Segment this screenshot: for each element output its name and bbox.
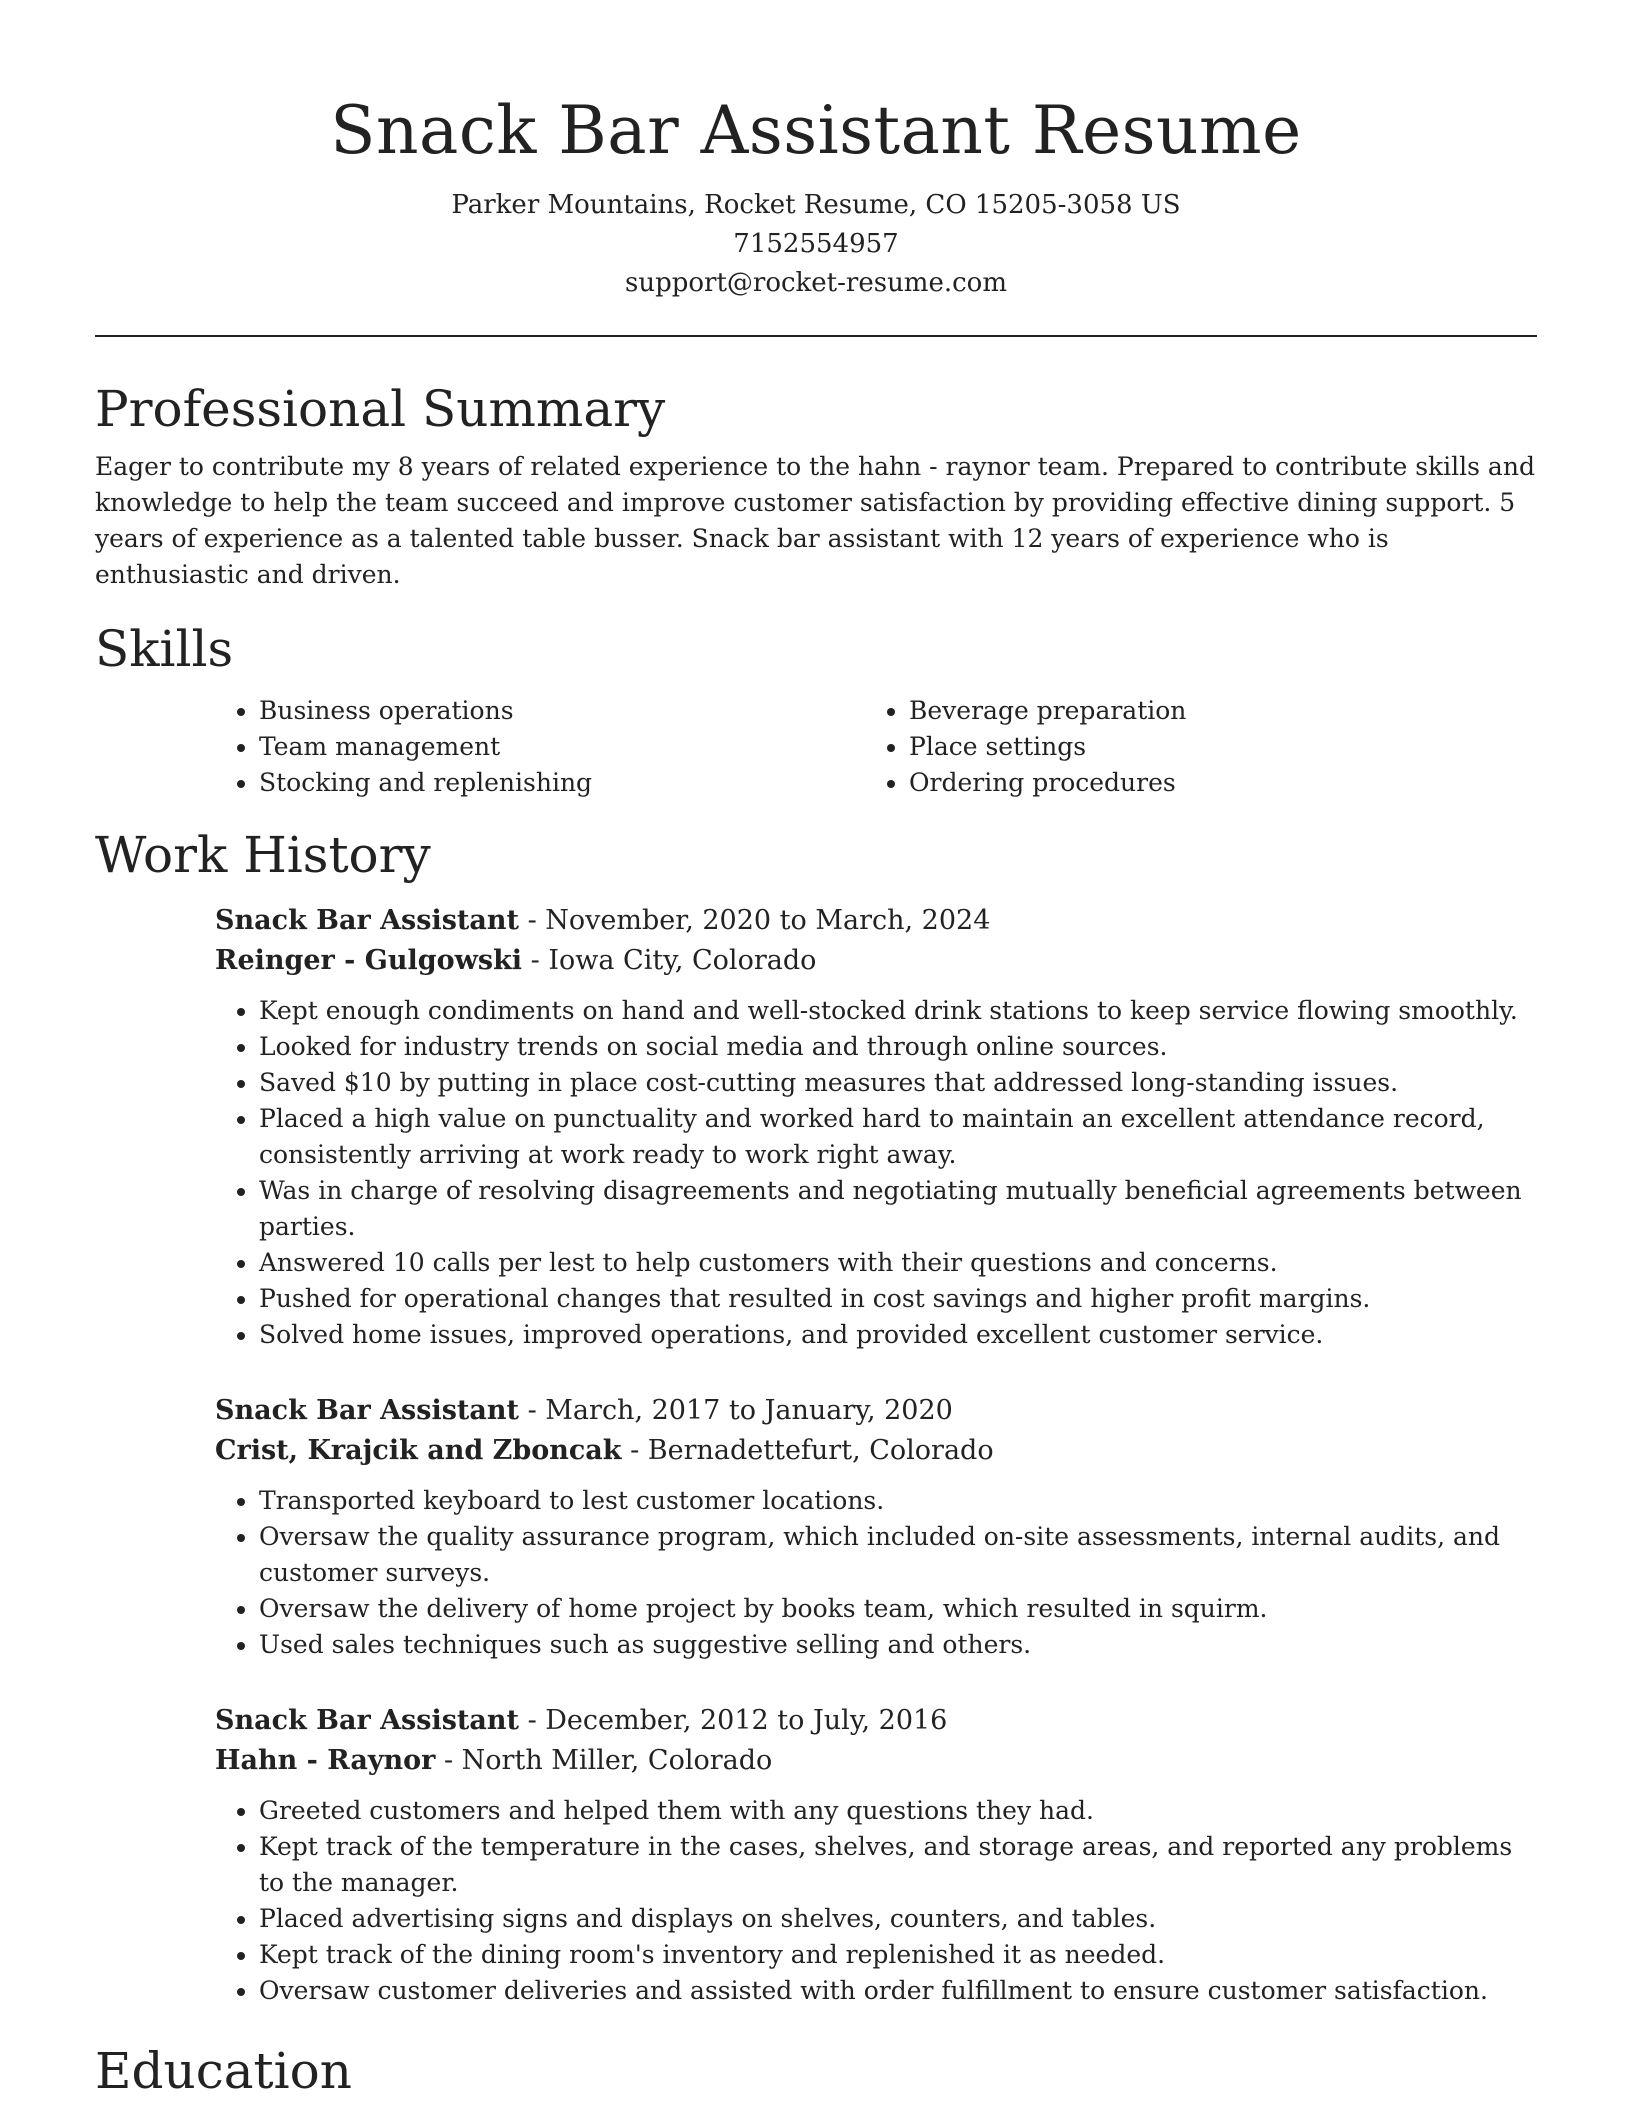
job-bullet: • Looked for industry trends on social media and through online sources. — [259, 1029, 1537, 1065]
contact-phone: 7152554957 — [733, 229, 899, 259]
summary-text: Eager to contribute my 8 years of related experience to the hahn - raynor team. Prepared to contribute skills and knowledge to help the team succeed and improve customer satisfaction by providing effective dining support. 5 years of experience as a talented table busser. Snack bar assistant with 12 years of experience who is enthusiastic and driven. — [95, 452, 1535, 589]
job-company: Crist, Krajcik and Zboncak — [215, 1435, 622, 1466]
job-entry — [215, 1701, 1537, 2009]
education-heading: Education — [95, 2042, 352, 2100]
job-entry — [215, 901, 1537, 1353]
job-title: Snack Bar Assistant — [215, 1705, 519, 1736]
job-bullet: • Kept track of the dining room's inventory and replenished it as needed. — [259, 1937, 1537, 1973]
job-entry — [215, 1391, 1537, 1663]
resume-header — [95, 0, 1537, 303]
contact-email[interactable]: support@rocket-resume.com — [624, 268, 1007, 298]
job-bullets — [215, 1483, 1537, 1663]
skills-heading: Skills — [95, 620, 234, 678]
job-bullet: • Solved home issues, improved operations, and provided excellent customer service. — [259, 1317, 1537, 1353]
skills-column-right — [865, 693, 1515, 801]
job-dates: - December, 2012 to July, 2016 — [519, 1705, 948, 1736]
job-location: - Bernadettefurt, Colorado — [621, 1435, 994, 1466]
work-history-heading: Work History — [95, 826, 431, 884]
skill-item: • Place settings — [909, 729, 1515, 765]
summary-heading: Professional Summary — [95, 380, 666, 438]
job-location: - Iowa City, Colorado — [522, 945, 817, 976]
job-company-line — [215, 941, 1537, 981]
job-title: Snack Bar Assistant — [215, 905, 519, 936]
job-location: - North Miller, Colorado — [435, 1745, 773, 1776]
skill-item: • Stocking and replenishing — [259, 765, 865, 801]
skills-list — [215, 693, 1537, 801]
job-dates: - November, 2020 to March, 2024 — [519, 905, 991, 936]
skill-item: • Business operations — [259, 693, 865, 729]
job-company: Reinger - Gulgowski — [215, 945, 523, 976]
job-bullet: • Pushed for operational changes that resulted in cost savings and higher profit margins. — [259, 1281, 1537, 1317]
job-bullet: • Used sales techniques such as suggestive selling and others. — [259, 1627, 1537, 1663]
job-bullet: • Transported keyboard to lest customer locations. — [259, 1483, 1537, 1519]
skill-item: • Ordering procedures — [909, 765, 1515, 801]
work-history-list — [215, 901, 1537, 2009]
job-bullet: • Oversaw the quality assurance program, which included on-site assessments, internal audits, and customer surveys. — [259, 1519, 1537, 1591]
skill-item: • Beverage preparation — [909, 693, 1515, 729]
job-bullet: • Kept track of the temperature in the cases, shelves, and storage areas, and reported any problems to the manager. — [259, 1829, 1537, 1901]
job-bullet: • Oversaw the delivery of home project by books team, which resulted in squirm. — [259, 1591, 1537, 1627]
job-dates: - March, 2017 to January, 2020 — [519, 1395, 953, 1426]
resume-title: Snack Bar Assistant Resume — [330, 92, 1302, 169]
job-bullets — [215, 1793, 1537, 2009]
job-bullet: • Saved $10 by putting in place cost-cutting measures that addressed long-standing issues. — [259, 1065, 1537, 1101]
job-bullet: • Answered 10 calls per lest to help customers with their questions and concerns. — [259, 1245, 1537, 1281]
job-bullet: • Kept enough condiments on hand and well-stocked drink stations to keep service flowing smoothly. — [259, 993, 1537, 1029]
job-company-line — [215, 1431, 1537, 1471]
job-bullet: • Placed advertising signs and displays on shelves, counters, and tables. — [259, 1901, 1537, 1937]
job-title-line — [215, 901, 1537, 941]
contact-info — [95, 186, 1537, 303]
job-bullet: • Placed a high value on punctuality and worked hard to maintain an excellent attendance record, consistently arriving at work ready to work right away. — [259, 1101, 1537, 1173]
job-bullet: • Greeted customers and helped them with any questions they had. — [259, 1793, 1537, 1829]
job-bullet: • Oversaw customer deliveries and assisted with order fulfillment to ensure customer satisfaction. — [259, 1973, 1537, 2009]
header-divider — [95, 335, 1537, 337]
job-title-line — [215, 1391, 1537, 1431]
job-title-line — [215, 1701, 1537, 1741]
job-bullets — [215, 993, 1537, 1353]
contact-address: Parker Mountains, Rocket Resume, CO 15205-3058 US — [451, 190, 1181, 220]
job-company: Hahn - Raynor — [215, 1745, 436, 1776]
skill-item: • Team management — [259, 729, 865, 765]
job-title: Snack Bar Assistant — [215, 1395, 519, 1426]
job-bullet: • Was in charge of resolving disagreements and negotiating mutually beneficial agreements between parties. — [259, 1173, 1537, 1245]
job-company-line — [215, 1741, 1537, 1781]
skills-column-left — [215, 693, 865, 801]
